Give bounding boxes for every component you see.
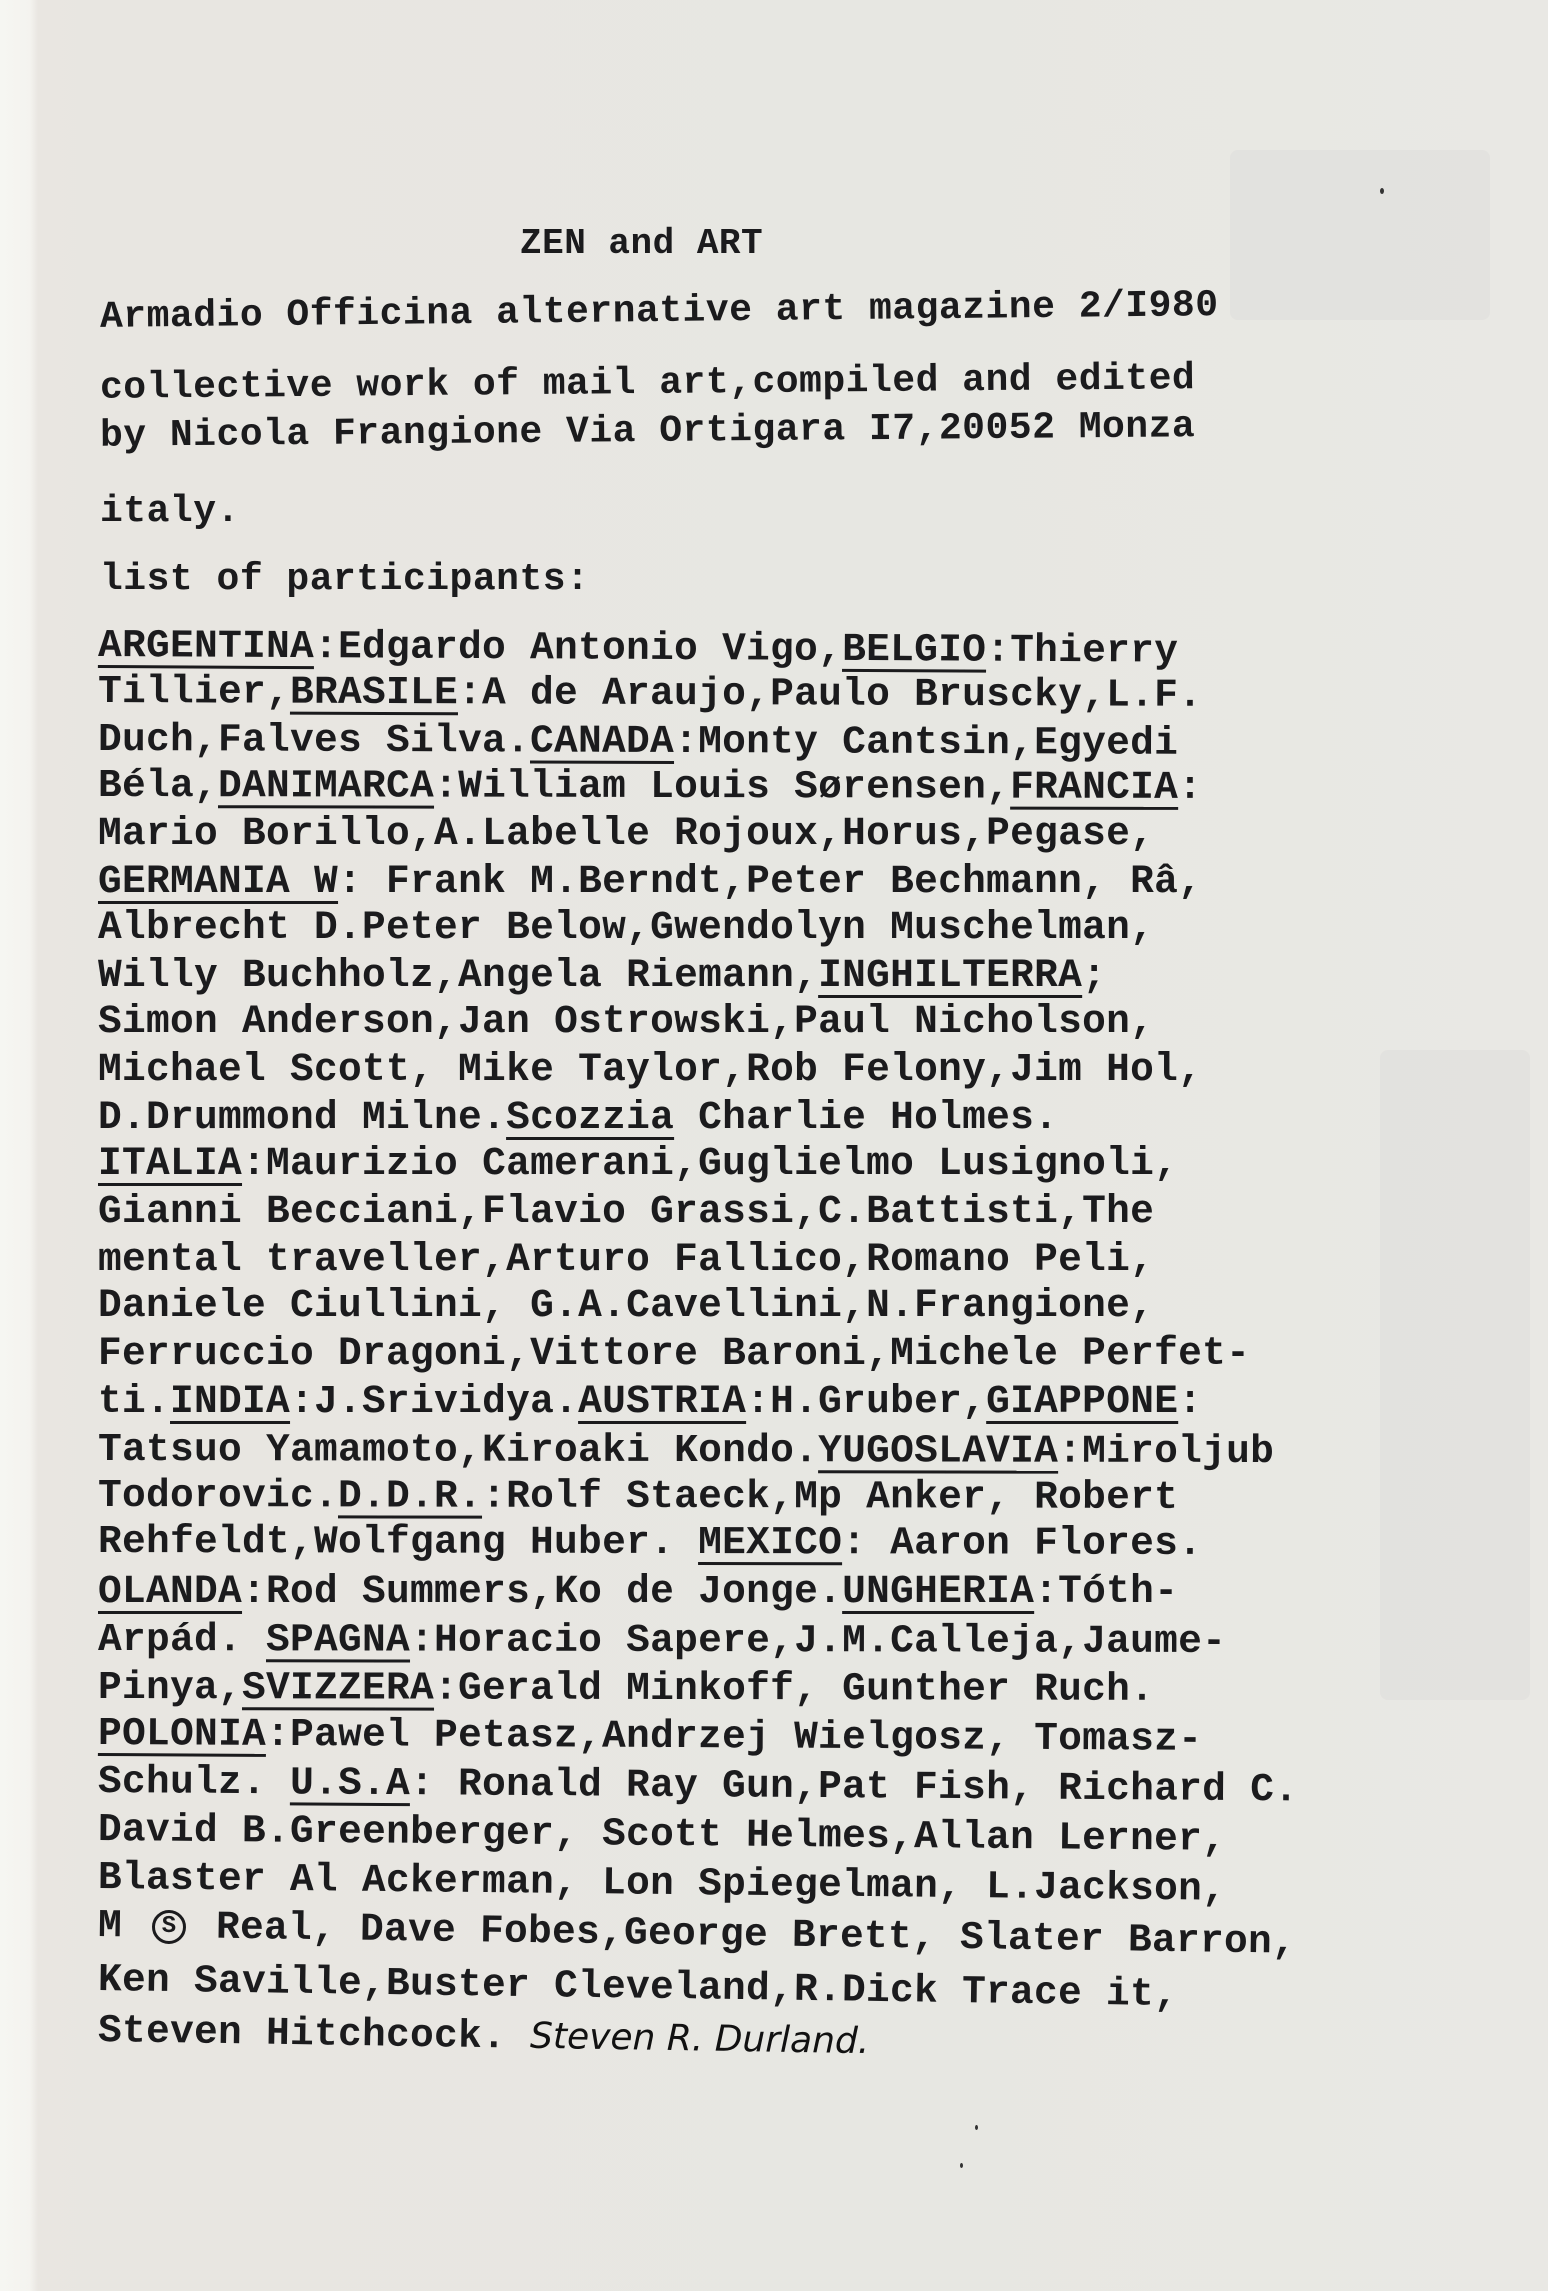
participant-names: Mario Borillo,A.Labelle Rojoux,Horus,Pegase,	[98, 811, 1155, 856]
country-label: INGHILTERRA	[818, 953, 1083, 998]
participant-line	[98, 1000, 1154, 1044]
country-label: POLONIA	[97, 1711, 267, 1757]
participant-line	[98, 1618, 1226, 1664]
header-line-1: Armadio Officina alternative art magazine 2/I980	[99, 284, 1219, 339]
participant-names: Schulz.	[97, 1759, 291, 1806]
participant-line	[98, 670, 1202, 718]
ink-speck	[960, 2163, 963, 2168]
country-label: GIAPPONE	[986, 1379, 1179, 1424]
participant-line	[98, 624, 1178, 674]
participant-line	[98, 718, 1178, 766]
participant-names: :A de Araujo,Paulo Bruscky,L.F.	[457, 670, 1203, 718]
country-label: MEXICO	[698, 1520, 843, 1566]
participant-line	[98, 1570, 1178, 1614]
participant-names: Arpád.	[97, 1617, 267, 1663]
country-label: BRASILE	[289, 669, 459, 716]
participant-names: :William Louis Sørensen,	[434, 763, 1011, 810]
participant-line	[98, 1096, 1058, 1140]
participant-line	[98, 1238, 1154, 1282]
participant-line	[98, 1284, 1154, 1328]
participant-line	[98, 1190, 1154, 1234]
participant-names: :Maurizio Camerani,Guglielmo Lusignoli,	[242, 1141, 1179, 1186]
participant-line	[98, 1474, 1178, 1520]
header-line-3: by Nicola Frangione Via Ortigara I7,20052 Monza	[99, 405, 1196, 458]
participant-names: :Tóth-	[1034, 1569, 1179, 1614]
participant-names: :Gerald Minkoff, Gunther Ruch.	[434, 1665, 1155, 1712]
country-label: D.D.R.	[338, 1473, 483, 1519]
participant-line	[98, 764, 1202, 810]
participant-names: D.Drummond Milne.	[98, 1095, 507, 1140]
participant-names: :H.Gruber,	[746, 1379, 987, 1424]
country-label: U.S.A	[289, 1760, 411, 1807]
participant-line	[98, 1760, 1298, 1812]
participant-line	[98, 1520, 1202, 1566]
participant-line	[98, 1142, 1178, 1186]
circled-letter-mark: S	[152, 1909, 186, 1943]
participant-names: :Miroljub	[1058, 1428, 1275, 1475]
participant-line	[98, 1808, 1227, 1862]
country-label: ARGENTINA	[97, 623, 315, 670]
participant-names: mental traveller,Arturo Fallico,Romano Peli,	[98, 1237, 1155, 1282]
participant-names: Rehfeldt,Wolfgang Huber.	[97, 1519, 699, 1566]
participant-names: :Edgardo Antonio Vigo,	[313, 624, 843, 672]
header-line-2: collective work of mail art,compiled and edited	[99, 357, 1196, 410]
participant-names: :Pawel Petasz,Andrzej Wielgosz, Tomasz-	[265, 1711, 1203, 1762]
country-label: Scozzia	[506, 1095, 675, 1140]
participant-names: :Horacio Sapere,J.M.Calleja,Jaume-	[410, 1617, 1227, 1664]
ink-speck	[1380, 188, 1384, 194]
show-through-mark	[1380, 1050, 1530, 1700]
country-label: UNGHERIA	[842, 1569, 1035, 1614]
country-label: DANIMARCA	[217, 763, 435, 809]
participant-names: :Rolf Staeck,Mp Anker, Robert	[482, 1473, 1179, 1520]
participant-names: Blaster Al Ackerman, Lon Spiegelman, L.Jackson,	[97, 1855, 1227, 1912]
country-label: INDIA	[170, 1379, 291, 1424]
participant-line	[98, 954, 1106, 998]
participant-names: :	[1178, 764, 1203, 810]
participant-names: David B.Greenberger, Scott Helmes,Allan Lerner,	[97, 1807, 1227, 1862]
participant-names: Charlie Holmes.	[674, 1095, 1059, 1140]
participant-names: Tillier,	[97, 669, 291, 715]
country-label: ITALIA	[98, 1141, 243, 1186]
header-line-4: italy.	[100, 490, 240, 533]
country-label: CANADA	[529, 718, 675, 765]
country-label: FRANCIA	[1010, 764, 1179, 810]
participant-names: M	[97, 1903, 147, 1949]
participant-names: Steven Hitchcock.	[97, 2008, 531, 2060]
country-label: OLANDA	[98, 1569, 243, 1614]
participant-names: Michael Scott, Mike Taylor,Rob Felony,Jim Hol,	[98, 1047, 1203, 1092]
show-through-mark	[1230, 150, 1490, 320]
handwritten-name: Steven R. Durland.	[529, 2015, 870, 2063]
participant-names: ;	[1082, 953, 1107, 998]
participant-names: Simon Anderson,Jan Ostrowski,Paul Nicholson,	[98, 999, 1155, 1044]
list-heading: list of participants:	[100, 558, 590, 601]
participant-names: : Frank M.Berndt,Peter Bechmann, Râ,	[338, 859, 1203, 904]
participant-names: :	[1178, 1379, 1203, 1424]
participant-names: Ferruccio Dragoni,Vittore Baroni,Michele Perfet-	[98, 1331, 1251, 1376]
participant-line	[98, 1332, 1250, 1376]
participant-names: Todorovic.	[97, 1473, 339, 1519]
participant-names: Pinya,	[97, 1665, 243, 1711]
document-title: ZEN and ART	[520, 223, 764, 264]
participant-names: Duch,Falves Silva.	[97, 717, 531, 764]
participant-names: Tatsuo Yamamoto,Kiroaki Kondo.	[97, 1427, 819, 1474]
participant-line	[98, 1856, 1227, 1912]
participant-line	[98, 1428, 1274, 1474]
participant-line	[98, 1712, 1202, 1762]
ink-speck	[975, 2125, 978, 2130]
participant-names: Real, Dave Fobes,George Brett, Slater Barron,	[191, 1904, 1297, 1965]
participant-names: :Rod Summers,Ko de Jonge.	[242, 1569, 843, 1614]
participant-line	[98, 1958, 1179, 2017]
country-label: YUGOSLAVIA	[818, 1428, 1059, 1474]
participant-names: ti.	[98, 1379, 171, 1424]
participant-line	[98, 2008, 870, 2065]
participant-names: :Monty Cantsin,Egyedi	[674, 719, 1179, 766]
participant-line	[98, 1380, 1202, 1424]
participant-names: Daniele Ciullini, G.A.Cavellini,N.Frangione,	[98, 1283, 1155, 1328]
country-label: BELGIO	[842, 626, 987, 673]
participant-names: Ken Saville,Buster Cleveland,R.Dick Trace it,	[97, 1957, 1179, 2018]
participant-line	[98, 1666, 1154, 1712]
participant-names: Béla,	[97, 763, 219, 809]
country-label: SVIZZERA	[241, 1665, 435, 1711]
country-label: AUSTRIA	[578, 1379, 747, 1424]
participant-names: Gianni Becciani,Flavio Grassi,C.Battisti,The	[98, 1189, 1155, 1234]
participant-names: Albrecht D.Peter Below,Gwendolyn Muschelman,	[98, 905, 1155, 950]
country-label: GERMANIA W	[98, 859, 339, 904]
participant-line	[98, 906, 1154, 950]
participant-names: :J.Srividya.	[290, 1379, 579, 1424]
participant-names: Willy Buchholz,Angela Riemann,	[98, 953, 819, 998]
participant-line	[98, 812, 1154, 856]
country-label: SPAGNA	[265, 1617, 411, 1663]
participant-names: : Aaron Flores.	[842, 1520, 1203, 1566]
participant-names: : Ronald Ray Gun,Pat Fish, Richard C.	[409, 1761, 1299, 1813]
participant-line	[98, 1904, 1297, 1965]
participant-line	[98, 860, 1202, 904]
participant-line	[98, 1048, 1202, 1092]
participant-names: :Thierry	[986, 627, 1179, 674]
